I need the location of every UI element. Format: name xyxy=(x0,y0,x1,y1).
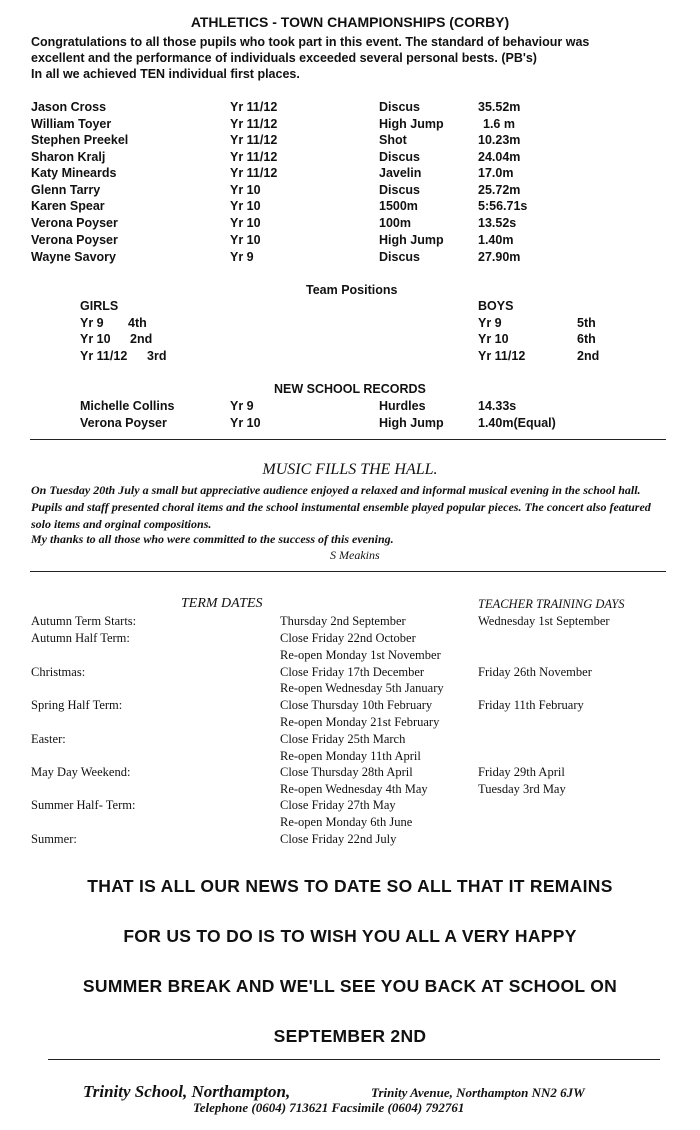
girls-year: Yr 9 xyxy=(80,316,104,330)
record-year: Yr 9 xyxy=(230,399,254,413)
result-value: 17.0m xyxy=(478,166,514,180)
boys-position: 6th xyxy=(577,332,596,346)
result-name: Katy Mineards xyxy=(31,166,117,180)
term-date: Re-open Monday 11th April xyxy=(280,749,421,763)
music-thanks: My thanks to all those who were committed to the success of this evening. xyxy=(31,532,394,546)
girls-label: GIRLS xyxy=(80,299,119,313)
result-year: Yr 10 xyxy=(230,199,261,213)
footer-divider xyxy=(48,1059,660,1060)
term-label: Autumn Term Starts: xyxy=(31,614,137,628)
closing-message-line: SUMMER BREAK AND WE'LL SEE YOU BACK AT SCHOOL ON xyxy=(82,976,618,996)
training-day: Wednesday 1st September xyxy=(478,614,610,628)
result-name: Verona Poyser xyxy=(31,233,118,247)
term-dates-title: TERM DATES xyxy=(181,596,263,611)
result-year: Yr 11/12 xyxy=(230,150,278,164)
music-body: On Tuesday 20th July a small but appreciative audience enjoyed a relaxed and informal musical evening in the school hall. Pupils and staff presented choral items and the school instumental ensemble played popular pieces. The concert also featured solo items and orginal compositions. xyxy=(31,483,651,531)
music-signature: S Meakins xyxy=(330,548,380,562)
term-date: Close Friday 22nd October xyxy=(280,631,416,645)
term-date: Close Friday 27th May xyxy=(280,798,396,812)
term-date: Re-open Monday 6th June xyxy=(280,815,413,829)
music-title: MUSIC FILLS THE HALL. xyxy=(262,461,438,478)
term-date: Close Thursday 10th February xyxy=(280,698,433,712)
record-event: Hurdles xyxy=(379,399,426,413)
term-label: Summer: xyxy=(31,832,77,846)
result-year: Yr 9 xyxy=(230,250,254,264)
closing-message-line: SEPTEMBER 2ND xyxy=(273,1026,427,1046)
term-label: Summer Half- Term: xyxy=(31,798,136,812)
term-date: Close Friday 17th December xyxy=(280,665,425,679)
athletics-intro-line: In all we achieved TEN individual first places. xyxy=(31,67,300,81)
result-event: Javelin xyxy=(379,166,422,180)
result-event: Discus xyxy=(379,250,420,264)
term-date: Close Friday 22nd July xyxy=(280,832,397,846)
term-date: Close Friday 25th March xyxy=(280,732,406,746)
training-day: Friday 29th April xyxy=(478,765,565,779)
training-day: Tuesday 3rd May xyxy=(478,782,566,796)
section-divider xyxy=(30,571,666,572)
result-value: 5:56.71s xyxy=(478,199,528,213)
result-year: Yr 11/12 xyxy=(230,133,278,147)
footer-contact: Telephone (0604) 713621 Facsimile (0604) 792761 xyxy=(193,1100,465,1115)
result-event: Shot xyxy=(379,133,407,147)
team-positions-title: Team Positions xyxy=(306,283,398,297)
record-value: 1.40m(Equal) xyxy=(478,416,556,430)
term-date: Re-open Wednesday 5th January xyxy=(280,681,444,695)
result-name: Wayne Savory xyxy=(31,250,116,264)
term-label: Easter: xyxy=(31,732,66,746)
result-name: Stephen Preekel xyxy=(31,133,129,147)
term-date: Thursday 2nd September xyxy=(280,614,406,628)
athletics-intro-line: Congratulations to all those pupils who took part in this event. The standard of behaviour was xyxy=(31,35,590,49)
term-label: Christmas: xyxy=(31,665,86,679)
result-name: Sharon Kralj xyxy=(31,150,106,164)
boys-label: BOYS xyxy=(478,299,514,313)
record-event: High Jump xyxy=(379,416,444,430)
training-day: Friday 26th November xyxy=(478,665,592,679)
result-name: Glenn Tarry xyxy=(31,183,101,197)
result-year: Yr 11/12 xyxy=(230,166,278,180)
result-year: Yr 10 xyxy=(230,233,261,247)
girls-year: Yr 10 xyxy=(80,332,111,346)
term-date: Re-open Wednesday 4th May xyxy=(280,782,428,796)
result-value: 1.6 m xyxy=(483,117,515,131)
girls-position: 4th xyxy=(128,316,147,330)
term-date: Close Thursday 28th April xyxy=(280,765,413,779)
girls-year: Yr 11/12 xyxy=(80,349,128,363)
record-value: 14.33s xyxy=(478,399,517,413)
training-days-title: TEACHER TRAINING DAYS xyxy=(478,597,625,611)
record-name: Michelle Collins xyxy=(80,399,175,413)
result-event: 100m xyxy=(379,216,411,230)
term-date: Re-open Monday 21st February xyxy=(280,715,440,729)
term-label: Spring Half Term: xyxy=(31,698,123,712)
boys-position: 2nd xyxy=(577,349,600,363)
boys-year: Yr 9 xyxy=(478,316,502,330)
result-value: 13.52s xyxy=(478,216,517,230)
term-date: Re-open Monday 1st November xyxy=(280,648,441,662)
footer-school-name: Trinity School, Northampton, xyxy=(83,1082,291,1101)
result-event: Discus xyxy=(379,100,420,114)
result-year: Yr 11/12 xyxy=(230,100,278,114)
result-event: High Jump xyxy=(379,117,444,131)
result-event: High Jump xyxy=(379,233,444,247)
result-value: 27.90m xyxy=(478,250,521,264)
records-title: NEW SCHOOL RECORDS xyxy=(274,382,426,396)
result-value: 25.72m xyxy=(478,183,521,197)
result-year: Yr 10 xyxy=(230,216,261,230)
result-event: Discus xyxy=(379,183,420,197)
result-name: Jason Cross xyxy=(31,100,107,114)
result-value: 10.23m xyxy=(478,133,521,147)
closing-message-line: THAT IS ALL OUR NEWS TO DATE SO ALL THAT IT REMAINS xyxy=(87,876,613,896)
footer-address: Trinity Avenue, Northampton NN2 6JW xyxy=(371,1085,585,1100)
result-value: 1.40m xyxy=(478,233,514,247)
result-event: 1500m xyxy=(379,199,418,213)
closing-message-line: FOR US TO DO IS TO WISH YOU ALL A VERY HAPPY xyxy=(123,926,577,946)
result-event: Discus xyxy=(379,150,420,164)
term-label: May Day Weekend: xyxy=(31,765,131,779)
training-day: Friday 11th February xyxy=(478,698,584,712)
athletics-title: ATHLETICS - TOWN CHAMPIONSHIPS (CORBY) xyxy=(190,14,510,30)
result-year: Yr 10 xyxy=(230,183,261,197)
result-value: 35.52m xyxy=(478,100,521,114)
result-name: William Toyer xyxy=(31,117,112,131)
result-year: Yr 11/12 xyxy=(230,117,278,131)
boys-year: Yr 11/12 xyxy=(478,349,526,363)
record-year: Yr 10 xyxy=(230,416,261,430)
boys-position: 5th xyxy=(577,316,596,330)
result-name: Verona Poyser xyxy=(31,216,118,230)
record-name: Verona Poyser xyxy=(80,416,167,430)
athletics-intro-line: excellent and the performance of individuals exceeded several personal bests. (PB's) xyxy=(31,51,537,65)
section-divider xyxy=(30,439,666,440)
term-label: Autumn Half Term: xyxy=(31,631,130,645)
result-value: 24.04m xyxy=(478,150,521,164)
boys-year: Yr 10 xyxy=(478,332,509,346)
result-name: Karen Spear xyxy=(31,199,105,213)
girls-position: 3rd xyxy=(147,349,167,363)
girls-position: 2nd xyxy=(130,332,153,346)
